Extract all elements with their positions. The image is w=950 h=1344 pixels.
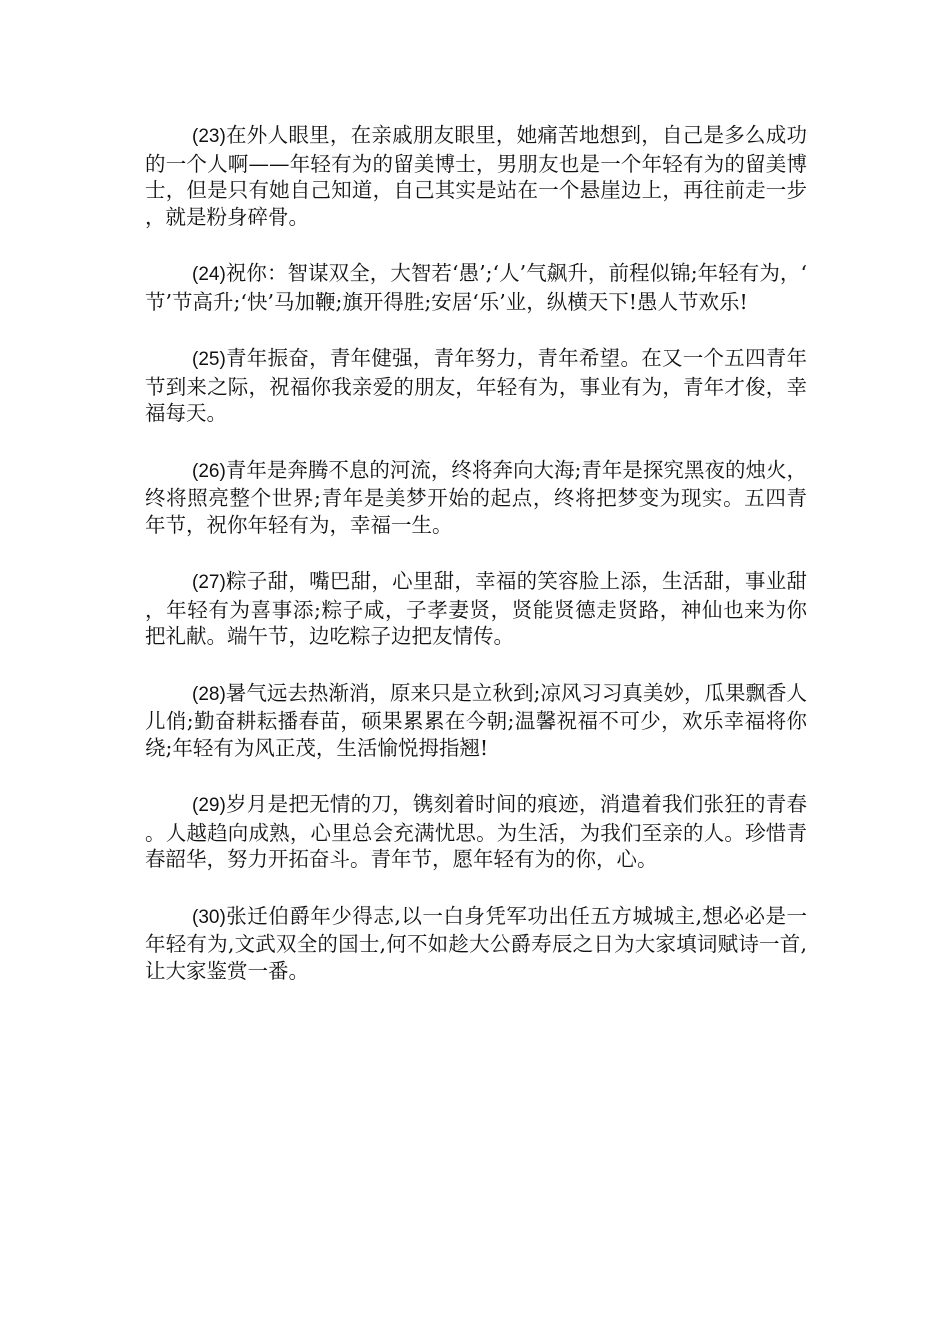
paragraph-text: 在外人眼里，在亲戚朋友眼里，她痛苦地想到，自己是多么成功的一个人啊——年轻有为的留美博士，男朋友也是一个年轻有为的留美博士，但是只有她自己知道，自己其实是站在一个悬崖边上，再往前走一步，就是粉身碎骨。 (145, 123, 807, 229)
paragraph-number: (28) (192, 683, 226, 705)
paragraph-number: (26) (192, 460, 226, 482)
paragraph-27 (145, 568, 807, 650)
paragraph-28 (145, 680, 807, 762)
paragraph-text: 张迁伯爵年少得志,以一白身凭军功出任五方城城主,想必必是一年轻有为,文武双全的国士,何不如趁大公爵寿辰之日为大家填词赋诗一首,让大家鉴赏一番。 (145, 903, 807, 983)
paragraph-24 (145, 260, 807, 315)
paragraph-26 (145, 457, 807, 539)
document-body (145, 122, 807, 1014)
paragraph-text: 青年是奔腾不息的河流，终将奔向大海;青年是探究黑夜的烛火，终将照亮整个世界;青年是美梦开始的起点，终将把梦变为现实。五四青年节，祝你年轻有为，幸福一生。 (145, 457, 807, 537)
paragraph-text: 岁月是把无情的刀，镌刻着时间的痕迹，消遣着我们张狂的青春。人越趋向成熟，心里总会充满忧思。为生活，为我们至亲的人。珍惜青春韶华，努力开拓奋斗。青年节，愿年轻有为的你，心。 (145, 792, 807, 871)
paragraph-number: (23) (192, 126, 226, 147)
paragraph-text: 青年振奋，青年健强，青年努力，青年希望。在又一个五四青年节到来之际，祝福你我亲爱的朋友，年轻有为，事业有为，青年才俊，幸福每天。 (145, 346, 807, 425)
paragraph-number: (30) (192, 906, 226, 928)
paragraph-text: 粽子甜，嘴巴甜，心里甜，幸福的笑容脸上添，生活甜，事业甜，年轻有为喜事添;粽子咸，子孝妻贤，贤能贤德走贤路，神仙也来为你把礼献。端午节，边吃粽子边把友情传。 (145, 569, 807, 648)
paragraph-29 (145, 791, 807, 873)
paragraph-30 (145, 903, 807, 985)
paragraph-text: 祝你：智谋双全，大智若‘愚’;‘人’气飙升，前程似锦;年轻有为，‘节’节高升;‘快’马加鞭;旗开得胜;安居‘乐’业，纵横天下!愚人节欢乐! (145, 261, 807, 314)
paragraph-number: (29) (192, 795, 226, 816)
paragraph-number: (25) (192, 349, 226, 370)
paragraph-25 (145, 345, 807, 427)
paragraph-number: (27) (192, 572, 226, 593)
paragraph-number: (24) (192, 264, 226, 285)
paragraph-23 (145, 122, 807, 230)
paragraph-text: 暑气远去热渐消，原来只是立秋到;凉风习习真美妙，瓜果飘香人儿俏;勤奋耕耘播春苗，硕果累累在今朝;温馨祝福不可少，欢乐幸福将你绕;年轻有为风正茂，生活愉悦拇指翘! (145, 680, 807, 760)
